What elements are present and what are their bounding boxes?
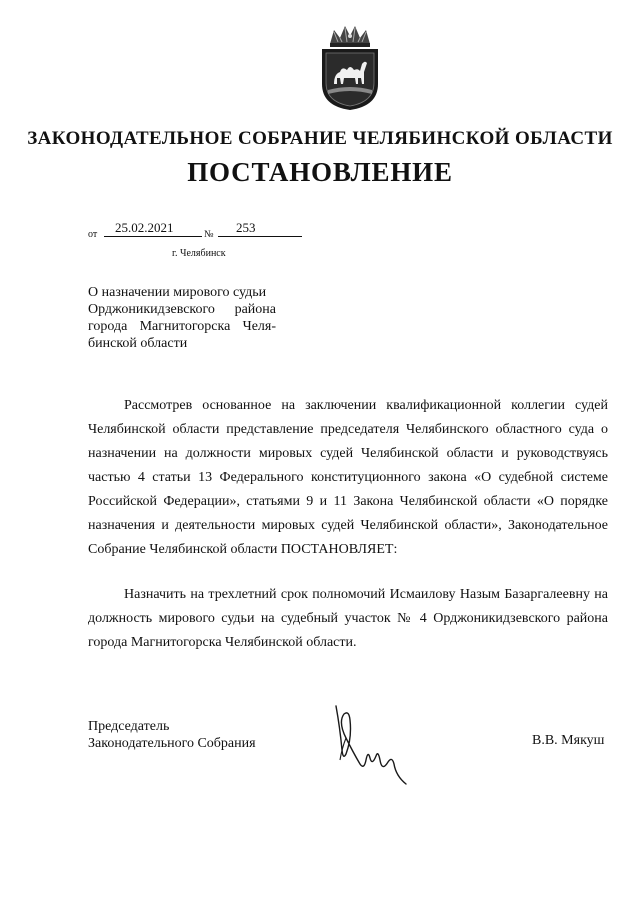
number-underline: [218, 236, 302, 237]
document-type-title: ПОСТАНОВЛЕНИЕ: [187, 157, 453, 187]
handwritten-signature-icon: [316, 698, 416, 798]
organization-name: ЗАКОНОДАТЕЛЬНОЕ СОБРАНИЕ ЧЕЛЯБИНСКОЙ ОБЛАСТИ: [27, 128, 613, 149]
signer-name: В.В. Мякуш: [532, 733, 605, 748]
date-underline: [104, 236, 202, 237]
document-subject: [88, 284, 276, 352]
body-paragraph-1: Рассмотрев основанное на заключении квалификационной коллегии судей Челябинской области представление председателя Челябинского областного суда о назначении на должности мировых судей Челябинской области и руководствуясь частью 4 статьи 13 Федерального конституционного закона «О судебной системе Российской Федерации», статьями 9 и 11 Закона Челябинской области «О порядке назначения и деятельности мировых судей Челябинской области», Законодательное Собрание Челябинской области ПОСТАНОВЛЯЕТ:: [88, 398, 608, 557]
subject-line: города Магнитогорска Челя-: [88, 319, 276, 334]
date-number-line: [88, 220, 328, 242]
signatory-title-line-1: Председатель: [88, 719, 170, 734]
subject-line: бинской области: [88, 336, 188, 351]
date-prefix: от: [88, 229, 98, 240]
city-label: г. Челябинск: [172, 248, 226, 259]
signatory-title-line-2: Законодательного Собрания: [88, 736, 256, 751]
coat-of-arms-icon: [316, 22, 384, 112]
subject-line: О назначении мирового судьи: [88, 285, 267, 300]
number-prefix: №: [204, 229, 214, 240]
body-paragraph-2: Назначить на трехлетний срок полномочий Исмаилову Назым Базаргалеевну на должность мирового судьи на судебный участок № 4 Орджоникидзевского района города Магнитогорска Челябинской области.: [88, 587, 608, 650]
signatory-title: [88, 718, 256, 752]
subject-line: Орджоникидзевского района: [88, 302, 276, 317]
document-number: 253: [236, 220, 256, 235]
document-date: 25.02.2021: [115, 220, 174, 235]
